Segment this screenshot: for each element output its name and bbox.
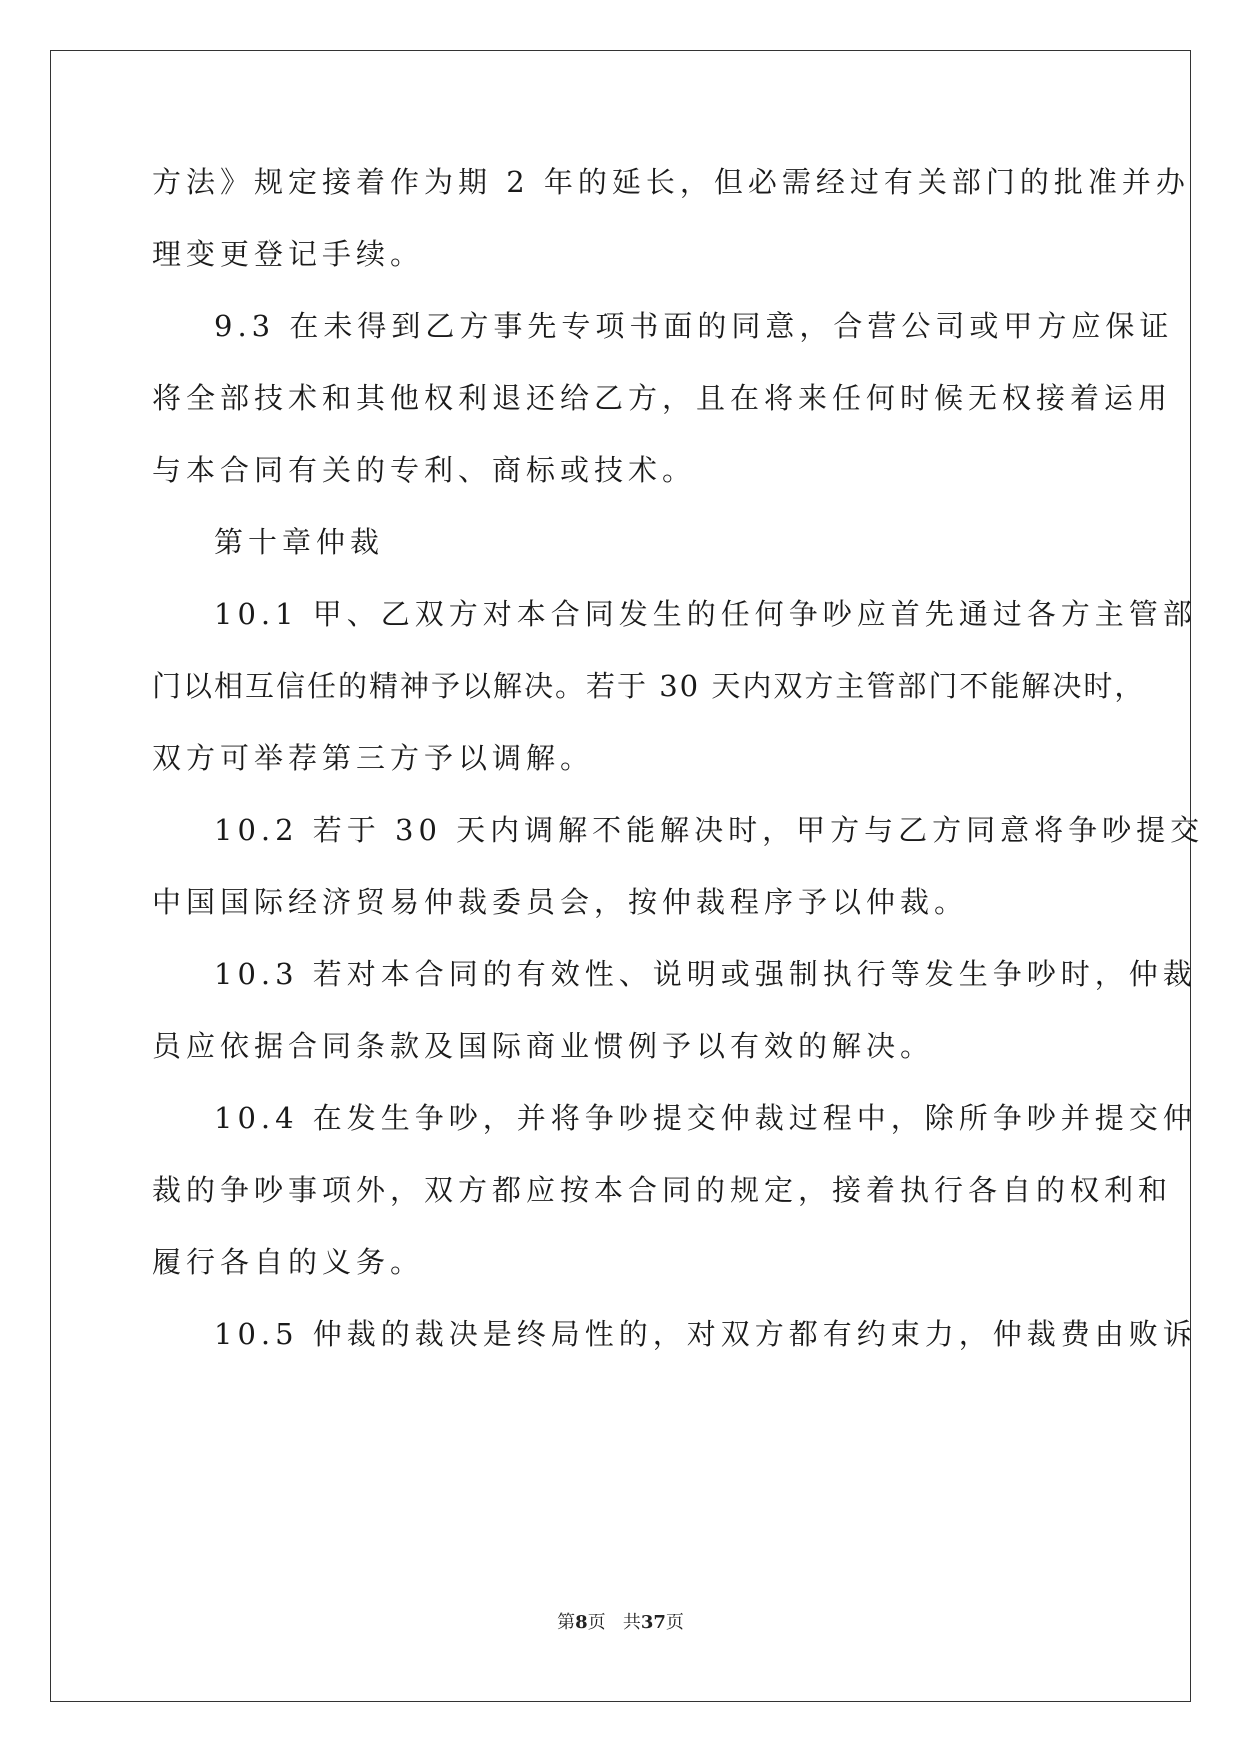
text-line: 9.3 在未得到乙方事先专项书面的同意，合营公司或甲方应保证 xyxy=(214,309,1174,343)
text-line: 理变更登记手续。 xyxy=(152,237,425,271)
page-number: 8 xyxy=(575,1612,588,1633)
total-pages: 37 xyxy=(640,1612,666,1633)
total-prefix: 共 xyxy=(622,1612,641,1633)
text-line: 中国国际经济贸易仲裁委员会，按仲裁程序予以仲裁。 xyxy=(152,885,969,919)
text-line: 员应依据合同条款及国际商业惯例予以有效的解决。 xyxy=(152,1029,935,1063)
page-prefix: 第 xyxy=(557,1612,576,1633)
text-line: 双方可举荐第三方予以调解。 xyxy=(152,741,595,775)
text-line: 将全部技术和其他权利退还给乙方，且在将来任何时候无权接着运用 xyxy=(152,381,1173,415)
text-line: 10.4 在发生争吵，并将争吵提交仲裁过程中，除所争吵并提交仲 xyxy=(214,1101,1197,1135)
text-line: 履行各自的义务。 xyxy=(152,1245,425,1279)
page-border xyxy=(50,50,1191,1702)
text-line: 与本合同有关的专利、商标或技术。 xyxy=(152,453,697,487)
text-line: 裁的争吵事项外，双方都应按本合同的规定，接着执行各自的权利和 xyxy=(152,1173,1173,1207)
total-suffix: 页 xyxy=(665,1612,684,1633)
page-suffix: 页 xyxy=(587,1612,606,1633)
text-line: 10.2 若于 30 天内调解不能解决时，甲方与乙方同意将争吵提交 xyxy=(214,813,1205,847)
text-line: 方法》规定接着作为期 2 年的延长，但必需经过有关部门的批准并办 xyxy=(152,165,1190,199)
text-line: 10.1 甲、乙双方对本合同发生的任何争吵应首先通过各方主管部 xyxy=(214,597,1197,631)
text-line: 10.3 若对本合同的有效性、说明或强制执行等发生争吵时，仲裁 xyxy=(214,957,1197,991)
text-line: 10.5 仲裁的裁决是终局性的，对双方都有约束力，仲裁费由败诉 xyxy=(214,1317,1197,1351)
page-footer xyxy=(0,1611,1241,1635)
text-line: 门以相互信任的精神予以解决。若于 30 天内双方主管部门不能解决时， xyxy=(152,669,1146,703)
chapter-heading: 第十章仲裁 xyxy=(214,525,385,559)
